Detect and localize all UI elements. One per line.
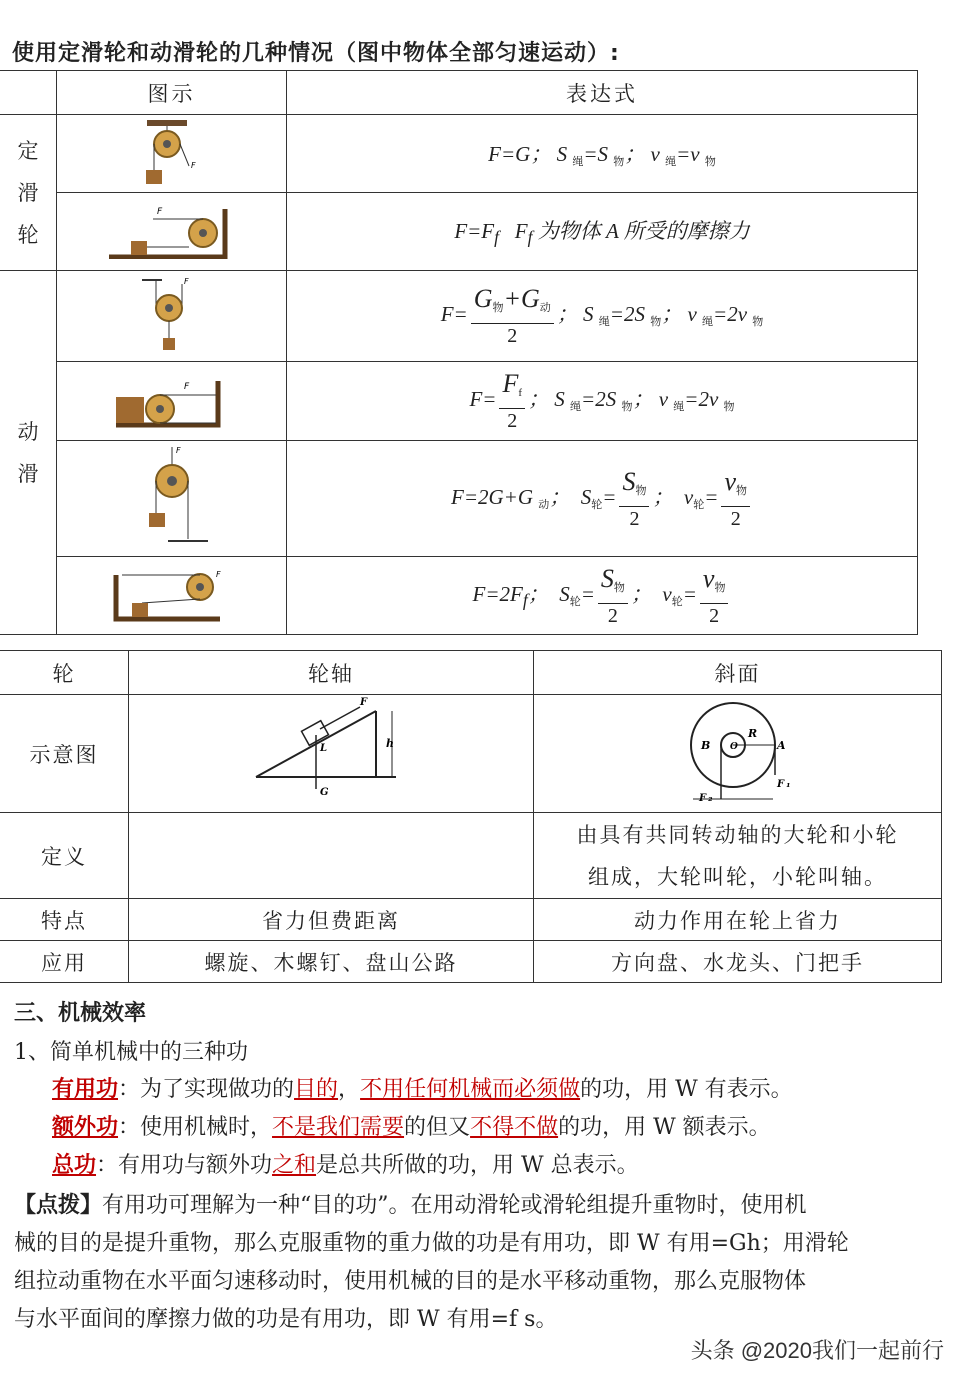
svg-text:F: F <box>183 381 189 392</box>
fixed-pulley-label: 定 滑 轮 <box>0 115 57 271</box>
incline-icon <box>246 697 416 805</box>
movable-pulley-label: 动 滑 <box>0 271 57 635</box>
sub-heading: 1、简单机械中的三种功 <box>14 1040 248 1065</box>
feature-col3: 动力作用在轮上省力 <box>534 899 942 941</box>
svg-text:O: O <box>729 742 740 752</box>
header-figure: 图示 <box>57 71 287 115</box>
expr-5: F=2G+G 动； S轮= $\frac{\text{S物}}{2}$ ； v轮= $\frac{\text{v物}}{2}$ <box>287 441 918 557</box>
svg-text:F: F <box>190 161 196 170</box>
use-col2: 螺旋、木螺钉、盘山公路 <box>129 941 534 983</box>
wheel-axle-icon <box>673 697 803 805</box>
row-diagram-label: 示意图 <box>0 695 129 813</box>
svg-text:B: B <box>700 739 712 752</box>
corner-cell <box>0 71 57 115</box>
page-title: 使用定滑轮和动滑轮的几种情况（图中物体全部匀速运动）: <box>12 41 620 66</box>
def-col2 <box>129 813 534 899</box>
tip-paragraph: 【点拨】有用功可理解为一种“目的功”。在用动滑轮或滑轮组提升重物时，使用机 械的目的是提升重物，那么克服重物的重力做的功是有用功，即 W 有用=Gh；用滑轮 组拉动重物在水平面匀速移动时，使用机械的目的是水平移动重物，那么克服物体 与水平面间的摩擦力做的功是有用功，即 W 有用=f s。 <box>14 1192 849 1332</box>
row-feature-label: 特点 <box>0 899 129 941</box>
svg-text:F: F <box>175 446 181 455</box>
row-def-label: 定义 <box>0 813 129 899</box>
svg-text:h: h <box>386 737 396 750</box>
movable-pulley-horizontal-icon <box>112 369 232 429</box>
movable-pulley-reverse-horizontal-icon <box>112 563 232 623</box>
useful-work: 有用功：为了实现做功的目的，不用任何机械而必须做的功，用 W 有表示。 <box>52 1076 793 1102</box>
incline-diagram <box>129 695 534 813</box>
svg-text:F₂: F₂ <box>698 793 714 804</box>
expr-4: F= $\frac{Ff}{2}$ ； S 绳=2S 物； v 绳=2v 物 <box>287 362 918 441</box>
movable-pulley-vertical-icon <box>132 274 212 354</box>
expr-6: $F=2F_f$； S轮= $\frac{\text{S物}}{2}$ ； v轮= $\frac{\text{v物}}{2}$ <box>287 557 918 635</box>
wheel-axle-diagram <box>534 695 942 813</box>
svg-text:L: L <box>320 743 330 754</box>
svg-text:F₁: F₁ <box>776 779 792 790</box>
total-work: 总功：有用功与额外功之和是总共所做的功，用 W 总表示。 <box>52 1152 639 1178</box>
fig-movable-vertical <box>57 271 287 362</box>
def-col3 <box>534 813 942 899</box>
section-heading: 三、机械效率 <box>14 1001 147 1026</box>
svg-text:F: F <box>183 276 189 286</box>
fig-movable-reverse <box>57 441 287 557</box>
expr-2: $F=F_f$ $F_f$ 为物体 A 所受的摩擦力 <box>287 193 918 271</box>
row-use-label: 应用 <box>0 941 129 983</box>
t2-col2: 轮轴 <box>129 651 534 695</box>
extra-work: 额外功：使用机械时，不是我们需要的但又不得不做的功，用 W 额表示。 <box>52 1114 771 1140</box>
svg-text:F: F <box>215 570 221 579</box>
svg-text:F: F <box>156 207 162 217</box>
fig-fixed-vertical <box>57 115 287 193</box>
svg-text:A: A <box>776 739 788 752</box>
expr-3: F= $\frac{\text{G物+G动}}{2}$ ； S 绳=2S 物； v 绳=2v 物 <box>287 271 918 362</box>
t2-col3: 斜面 <box>534 651 942 695</box>
svg-text:G: G <box>320 787 331 798</box>
header-expr: 表达式 <box>287 71 918 115</box>
fig-movable-horizontal <box>57 362 287 441</box>
machine-table <box>0 650 942 983</box>
def-line-1: 由具有共同转动轴的大轮和小轮 <box>576 822 899 847</box>
feature-col2: 省力但费距离 <box>129 899 534 941</box>
fixed-pulley-horizontal-icon <box>107 199 237 259</box>
fig-fixed-horizontal <box>57 193 287 271</box>
watermark: 头条 @2020我们一起前行 <box>690 1338 944 1363</box>
movable-pulley-reverse-icon <box>122 443 222 549</box>
fixed-pulley-vertical-icon <box>127 116 217 186</box>
svg-text:R: R <box>747 727 759 740</box>
t2-col1: 轮 <box>0 651 129 695</box>
use-col3: 方向盘、水龙头、门把手 <box>534 941 942 983</box>
pulley-table <box>0 70 918 635</box>
expr-1: F=G； S 绳=S 物； v 绳=v 物 <box>287 115 918 193</box>
svg-text:F: F <box>360 697 370 708</box>
def-line-2: 组成，大轮叫轮，小轮叫轴。 <box>588 864 887 889</box>
fig-movable-reverse-horizontal <box>57 557 287 635</box>
